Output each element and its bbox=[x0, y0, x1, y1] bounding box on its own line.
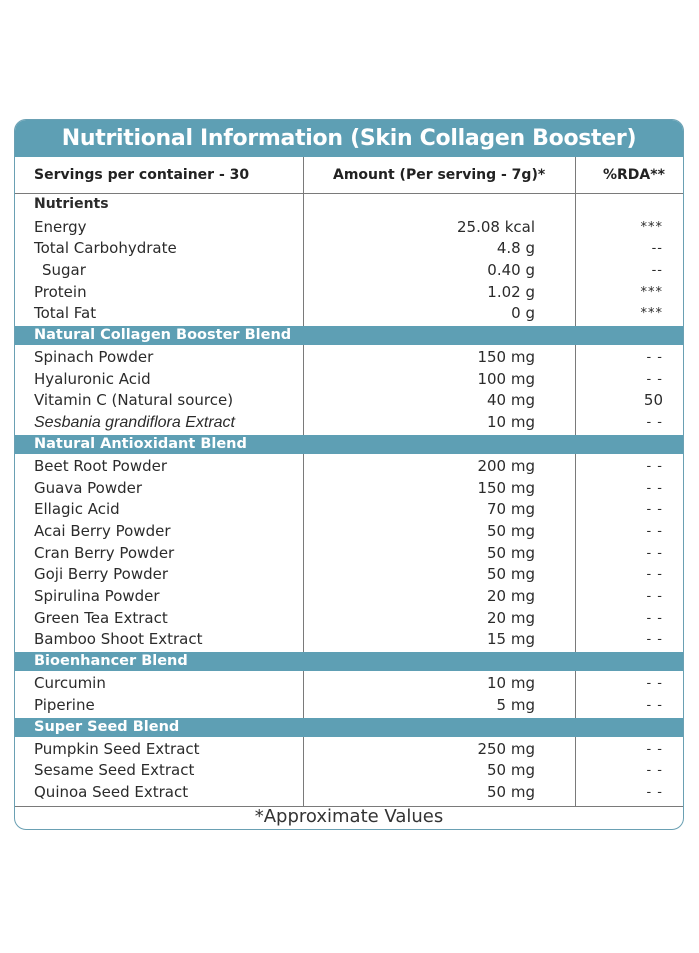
table-row bbox=[15, 238, 683, 260]
table-row bbox=[15, 260, 683, 282]
row-rda: -- bbox=[651, 262, 663, 278]
table-row bbox=[15, 782, 683, 804]
row-amount: 150 mg bbox=[477, 348, 535, 366]
row-rda: - - bbox=[646, 676, 663, 692]
row-amount: 250 mg bbox=[477, 739, 535, 758]
row-name: Quinoa Seed Extract bbox=[34, 782, 189, 801]
row-amount: 20 mg bbox=[487, 587, 535, 605]
row-amount: 20 mg bbox=[487, 608, 535, 627]
header-servings: Servings per container - 30 bbox=[34, 167, 250, 183]
table-row bbox=[15, 282, 683, 304]
row-name: Acai Berry Powder bbox=[34, 521, 171, 540]
table-row bbox=[15, 564, 683, 586]
table-row bbox=[15, 390, 683, 412]
row-amount: 10 mg bbox=[487, 413, 535, 432]
row-name: Green Tea Extract bbox=[34, 608, 168, 627]
nutrition-table bbox=[14, 119, 684, 830]
row-rda: 50 bbox=[643, 391, 663, 410]
row-rda: - - bbox=[646, 567, 663, 583]
row-rda: - - bbox=[646, 632, 663, 648]
row-name: Protein bbox=[34, 282, 87, 301]
row-amount: 40 mg bbox=[487, 391, 535, 410]
nutrients-heading: Nutrients bbox=[34, 196, 109, 212]
row-rda: - - bbox=[646, 415, 663, 431]
row-rda: -- bbox=[651, 241, 663, 257]
row-name: Sesame Seed Extract bbox=[34, 761, 195, 780]
row-amount: 200 mg bbox=[477, 456, 535, 475]
table-row bbox=[15, 347, 683, 369]
header-divider bbox=[15, 193, 683, 194]
table-row bbox=[15, 629, 683, 651]
row-name: Pumpkin Seed Extract bbox=[34, 739, 200, 758]
table-row bbox=[15, 521, 683, 543]
row-amount: 25.08 kcal bbox=[456, 217, 535, 236]
row-name: Ellagic Acid bbox=[34, 500, 120, 519]
table-row bbox=[15, 586, 683, 608]
table-row bbox=[15, 478, 683, 500]
table-row bbox=[15, 608, 683, 630]
row-rda: - - bbox=[646, 545, 663, 561]
row-name: Cran Berry Powder bbox=[34, 543, 175, 562]
row-name: Sugar bbox=[42, 260, 86, 279]
row-name: Goji Berry Powder bbox=[34, 565, 169, 584]
table-row bbox=[15, 369, 683, 391]
row-name: Bamboo Shoot Extract bbox=[34, 630, 203, 649]
row-amount: 150 mg bbox=[477, 478, 535, 497]
section-header: Bioenhancer Blend bbox=[15, 652, 683, 671]
row-rda: - - bbox=[646, 350, 663, 365]
table-row bbox=[15, 499, 683, 521]
row-amount: 50 mg bbox=[487, 543, 535, 562]
row-name: Hyaluronic Acid bbox=[34, 369, 151, 388]
row-amount: 50 mg bbox=[487, 521, 535, 540]
row-rda: *** bbox=[640, 306, 663, 322]
row-name: Spinach Powder bbox=[34, 348, 154, 366]
row-rda: - - bbox=[646, 784, 663, 800]
row-name: Sesbania grandiflora Extract bbox=[34, 414, 235, 432]
row-rda: *** bbox=[640, 284, 663, 300]
table-row bbox=[15, 456, 683, 478]
table-row bbox=[15, 543, 683, 565]
row-name: Total Carbohydrate bbox=[34, 239, 177, 258]
row-rda: - - bbox=[646, 763, 663, 779]
row-amount: 70 mg bbox=[487, 500, 535, 519]
row-amount: 1.02 g bbox=[487, 282, 535, 301]
table-row bbox=[15, 760, 683, 782]
row-name: Total Fat bbox=[34, 304, 97, 323]
row-name: Vitamin C (Natural source) bbox=[34, 391, 234, 410]
table-row bbox=[15, 303, 683, 325]
section-header: Super Seed Blend bbox=[15, 718, 683, 737]
row-name: Piperine bbox=[34, 695, 95, 714]
section-header: Natural Antioxidant Blend bbox=[15, 435, 683, 454]
section-header: Natural Collagen Booster Blend bbox=[15, 326, 683, 345]
table-row bbox=[15, 739, 683, 761]
row-name: Spirulina Powder bbox=[34, 587, 160, 605]
row-amount: 50 mg bbox=[487, 761, 535, 780]
row-amount: 4.8 g bbox=[496, 239, 535, 258]
table-row bbox=[15, 412, 683, 434]
footnote: *Approximate Values bbox=[254, 806, 444, 827]
header-rda: %RDA** bbox=[603, 167, 665, 183]
row-amount: 50 mg bbox=[487, 565, 535, 584]
row-rda: - - bbox=[646, 741, 663, 757]
row-rda: *** bbox=[640, 219, 663, 235]
row-rda: - - bbox=[646, 371, 663, 387]
row-name: Curcumin bbox=[34, 674, 106, 693]
row-rda: - - bbox=[646, 480, 663, 496]
row-rda: - - bbox=[646, 502, 663, 518]
table-row bbox=[15, 217, 683, 239]
table-row bbox=[15, 673, 683, 695]
row-rda: - - bbox=[646, 458, 663, 474]
header-amount: Amount (Per serving - 7g)* bbox=[333, 167, 546, 183]
row-rda: - - bbox=[646, 697, 663, 713]
row-amount: 100 mg bbox=[477, 369, 535, 388]
table-title: Nutritional Information (Skin Collagen Booster) bbox=[15, 120, 683, 157]
row-amount: 5 mg bbox=[496, 695, 535, 714]
row-amount: 15 mg bbox=[487, 630, 535, 649]
table-row bbox=[15, 695, 683, 717]
row-amount: 10 mg bbox=[487, 674, 535, 693]
row-rda: - - bbox=[646, 610, 663, 626]
row-name: Beet Root Powder bbox=[34, 456, 168, 475]
row-rda: - - bbox=[646, 589, 663, 604]
row-amount: 0 g bbox=[511, 304, 535, 323]
row-name: Guava Powder bbox=[34, 478, 143, 497]
row-name: Energy bbox=[34, 217, 87, 236]
row-amount: 0.40 g bbox=[487, 260, 535, 279]
row-rda: - - bbox=[646, 523, 663, 539]
row-amount: 50 mg bbox=[487, 782, 535, 801]
